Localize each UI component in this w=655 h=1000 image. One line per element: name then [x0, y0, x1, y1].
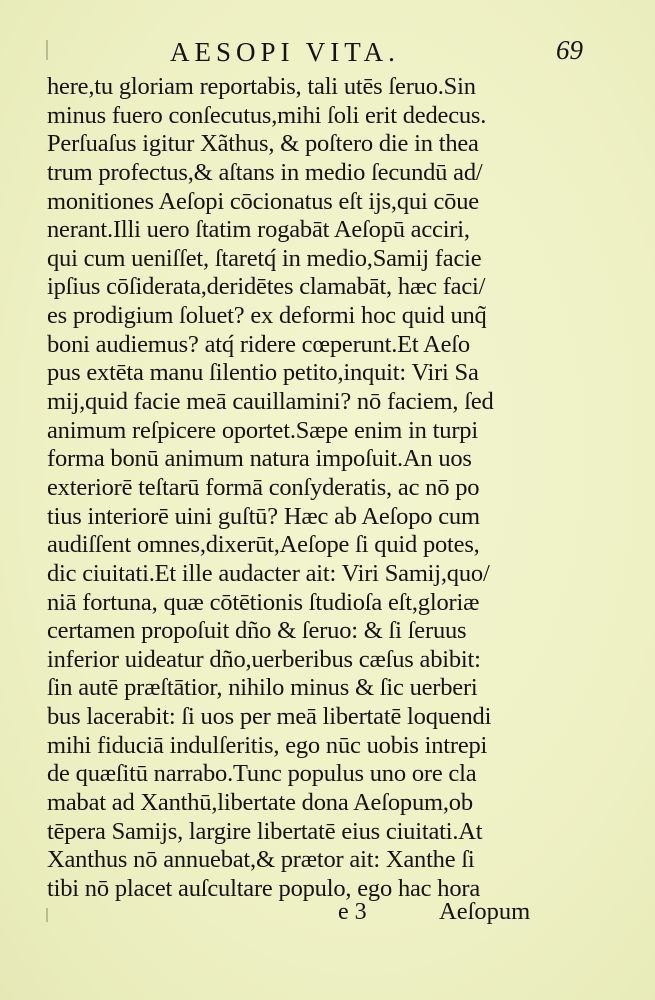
signature-mark: e 3 — [338, 899, 367, 925]
page-footer — [0, 895, 655, 931]
text-line: mihi fiduciā indulſeritis, ego nūc uobis intrepi — [47, 731, 488, 759]
text-line: minus fuero conſecutus,mihi ſoli erit dedecus. — [47, 101, 487, 129]
running-head: AESOPI VITA. — [170, 37, 400, 67]
text-line: tēpera Samijs, largire libertatē eius ciuitati.At — [47, 817, 483, 845]
text-line: es prodigium ſoluet? ex deformi hoc quid unq̃ — [47, 302, 487, 330]
text-line: certamen propoſuit dño & ſeruo: & ſi ſeruus — [47, 617, 467, 645]
text-line: mij,quid facie meā cauillamini? nō faciem, ſed — [47, 388, 494, 416]
text-line: dic ciuitati.Et ille audacter ait: Viri Samij,quo/ — [47, 559, 490, 587]
text-line: tius interiorē uini guſtū? Hæc ab Aeſopo cum — [47, 502, 480, 530]
text-line: trum profectus,& aſtans in medio ſecundū ad/ — [47, 158, 483, 186]
text-line: forma bonū animum natura impoſuit.An uos — [47, 445, 472, 473]
text-line: monitiones Aeſopi cōcionatus eſt ijs,qui cōue — [47, 187, 479, 215]
text-line: boni audiemus? atq́ ridere cœperunt.Et Aeſo — [47, 330, 470, 358]
page-number: 69 — [556, 35, 583, 65]
text-line: nerant.Illi uero ſtatim rogabāt Aeſopū acciri, — [47, 216, 470, 244]
text-line: de quæſitū narrabo.Tunc populus uno ore cla — [47, 760, 477, 788]
text-line: niā fortuna, quæ cōtētionis ſtudioſa eſt,gloriæ — [47, 588, 480, 616]
text-line: pus extēta manu ſilentio petito,inquit: Viri Sa — [47, 359, 479, 387]
text-line: audiſſent omnes,dixerūt,Aeſope ſi quid potes, — [47, 531, 480, 559]
text-line: bus lacerabit: ſi uos per meā libertatē loquendi — [47, 703, 492, 731]
text-line: here,tu gloriam reportabis, tali utēs ſeruo.Sin — [47, 73, 476, 100]
text-line: exteriorē teſtarū formā conſyderatis, ac nō po — [47, 473, 480, 501]
text-line: mabat ad Xanthū,libertate dona Aeſopum,ob — [47, 789, 473, 817]
page-header — [0, 30, 655, 70]
text-line: ipſius cōſiderata,deridētes clamabāt, hæc faci/ — [47, 273, 486, 301]
text-line: inferior uideatur dño,uerberibus cæſus abibit: — [47, 645, 481, 673]
text-line: animum reſpicere oportet.Sæpe enim in turpi — [47, 416, 478, 444]
text-line: ſin autē præſtātior, nihilo minus & ſic uerberi — [47, 674, 478, 702]
text-line: Xanthus nō annuebat,& prætor ait: Xanthe ſi — [47, 846, 475, 874]
text-line: Perſuaſus igitur Xãthus, & poſtero die in thea — [47, 130, 479, 158]
text-line: tibi nō placet auſcultare populo, ego hac hora — [47, 874, 480, 902]
body-text — [47, 73, 547, 904]
catchword: Aeſopum — [439, 898, 531, 925]
text-line: qui cum ueniſſet, ſtaretq́ in medio,Samij facie — [47, 244, 482, 272]
